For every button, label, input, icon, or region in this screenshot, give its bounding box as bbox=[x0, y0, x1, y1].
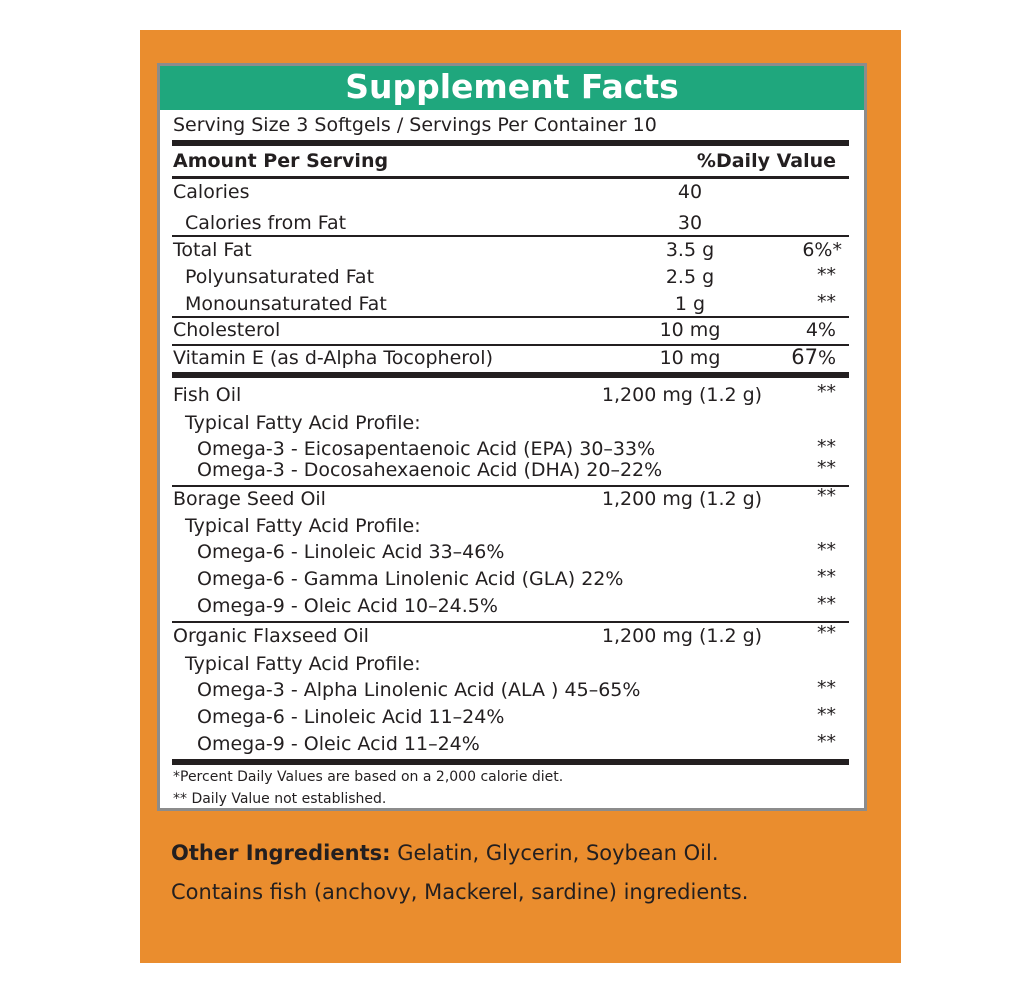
total-fat-dv: 6%* bbox=[802, 239, 842, 261]
flaxseed-oil-label: Organic Flaxseed Oil bbox=[173, 625, 369, 647]
fish-oil-epa: Omega-3 - Eicosapentaenoic Acid (EPA) 30–33% bbox=[197, 438, 656, 460]
amount-per-serving-heading: Amount Per Serving bbox=[173, 150, 389, 172]
flax-oleic-dv: ** bbox=[817, 731, 836, 753]
serving-info: Serving Size 3 Softgels / Servings Per Container 10 bbox=[173, 114, 657, 136]
divider bbox=[172, 372, 849, 378]
fish-oil-dha: Omega-3 - Docosahexaenoic Acid (DHA) 20–22% bbox=[197, 459, 663, 481]
total-fat-label: Total Fat bbox=[173, 239, 252, 261]
other-ingredients-label: Other Ingredients: bbox=[171, 841, 391, 865]
calories-amount: 40 bbox=[677, 181, 703, 203]
cholesterol-dv: 4% bbox=[805, 319, 836, 341]
footnote-dv-not-established: ** Daily Value not established. bbox=[173, 791, 387, 807]
divider bbox=[172, 759, 849, 765]
vitamin-e-dv-number: 67 bbox=[791, 345, 818, 369]
calories-from-fat-amount: 30 bbox=[677, 212, 703, 234]
vitamin-e-amount: 10 mg bbox=[659, 347, 721, 369]
fish-oil-dha-dv: ** bbox=[817, 457, 836, 479]
flaxseed-oil-amount: 1,200 mg (1.2 g) bbox=[601, 625, 763, 647]
supplement-facts-label bbox=[157, 63, 867, 811]
label-title: Supplement Facts bbox=[160, 66, 864, 110]
divider bbox=[172, 140, 849, 146]
poly-fat-amount: 2.5 g bbox=[665, 266, 715, 288]
daily-value-heading: %Daily Value bbox=[696, 150, 836, 172]
borage-linoleic: Omega-6 - Linoleic Acid 33–46% bbox=[197, 541, 505, 563]
allergen-statement: Contains fish (anchovy, Mackerel, sardine) ingredients. bbox=[171, 880, 749, 904]
calories-label: Calories bbox=[173, 181, 250, 203]
borage-oleic-dv: ** bbox=[817, 593, 836, 615]
flax-ala-dv: ** bbox=[817, 677, 836, 699]
other-ingredients bbox=[171, 840, 719, 866]
borage-gla: Omega-6 - Gamma Linolenic Acid (GLA) 22% bbox=[197, 568, 624, 590]
borage-oil-dv: ** bbox=[817, 485, 836, 507]
divider bbox=[172, 176, 849, 179]
flax-linoleic: Omega-6 - Linoleic Acid 11–24% bbox=[197, 706, 505, 728]
poly-fat-label: Polyunsaturated Fat bbox=[185, 266, 375, 288]
other-ingredients-value: Gelatin, Glycerin, Soybean Oil. bbox=[390, 841, 719, 865]
flax-ala: Omega-3 - Alpha Linolenic Acid (ALA ) 45–65% bbox=[197, 679, 641, 701]
vitamin-e-label: Vitamin E (as d-Alpha Tocopherol) bbox=[173, 347, 493, 369]
mono-fat-label: Monounsaturated Fat bbox=[185, 293, 387, 315]
footnote-percent-dv: *Percent Daily Values are based on a 2,000 calorie diet. bbox=[173, 769, 564, 785]
cholesterol-label: Cholesterol bbox=[173, 319, 281, 341]
fish-oil-dv: ** bbox=[817, 381, 836, 403]
cholesterol-amount: 10 mg bbox=[659, 319, 721, 341]
flax-linoleic-dv: ** bbox=[817, 704, 836, 726]
flax-profile-heading: Typical Fatty Acid Profile: bbox=[185, 653, 421, 675]
borage-oleic: Omega-9 - Oleic Acid 10–24.5% bbox=[197, 595, 498, 617]
poly-fat-dv: ** bbox=[817, 264, 836, 286]
borage-oil-amount: 1,200 mg (1.2 g) bbox=[601, 488, 763, 510]
fish-oil-amount: 1,200 mg (1.2 g) bbox=[601, 384, 763, 406]
fish-oil-label: Fish Oil bbox=[173, 384, 242, 406]
vitamin-e-dv-percent: % bbox=[817, 347, 836, 369]
vitamin-e-dv bbox=[791, 345, 836, 370]
flaxseed-oil-dv: ** bbox=[817, 622, 836, 644]
flax-oleic: Omega-9 - Oleic Acid 11–24% bbox=[197, 733, 480, 755]
borage-linoleic-dv: ** bbox=[817, 539, 836, 561]
fish-oil-epa-dv: ** bbox=[817, 436, 836, 458]
mono-fat-amount: 1 g bbox=[674, 293, 706, 315]
divider bbox=[172, 235, 849, 237]
total-fat-amount: 3.5 g bbox=[665, 239, 715, 261]
mono-fat-dv: ** bbox=[817, 291, 836, 313]
calories-from-fat-label: Calories from Fat bbox=[185, 212, 347, 234]
borage-profile-heading: Typical Fatty Acid Profile: bbox=[185, 515, 421, 537]
borage-gla-dv: ** bbox=[817, 566, 836, 588]
fish-oil-profile-heading: Typical Fatty Acid Profile: bbox=[185, 412, 421, 434]
divider bbox=[172, 621, 849, 623]
borage-oil-label: Borage Seed Oil bbox=[173, 488, 326, 510]
